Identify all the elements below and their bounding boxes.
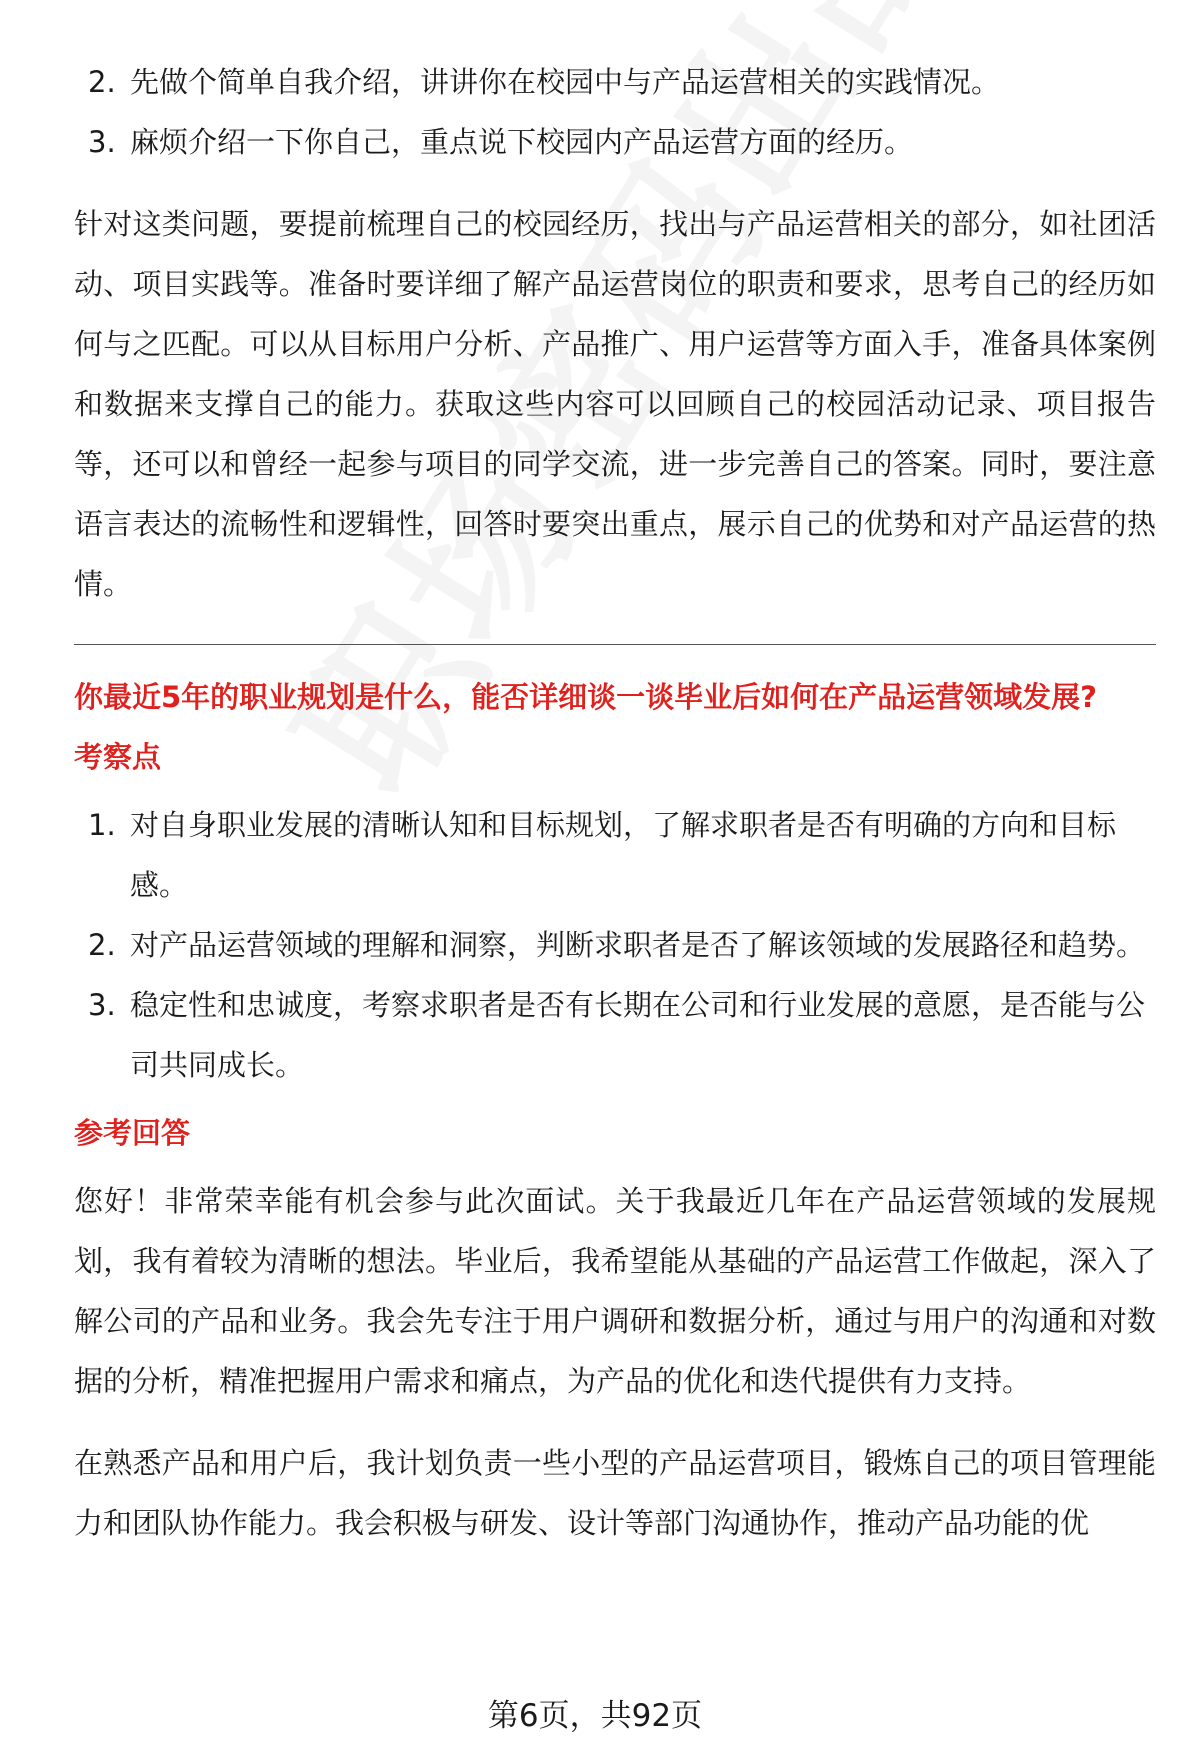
- list-text: 麻烦介绍一下你自己，重点说下校园内产品运营方面的经历。: [130, 125, 914, 159]
- list-text: 稳定性和忠诚度，考察求职者是否有长期在公司和行业发展的意愿，是否能与公司共同成长。: [130, 988, 1146, 1082]
- top-question-list: [74, 52, 1156, 172]
- focus-points-list: [74, 795, 1156, 1095]
- list-item: [74, 915, 1156, 975]
- list-item: [74, 112, 1156, 172]
- answer-heading: 参考回答: [74, 1116, 191, 1150]
- document-body: [74, 52, 1156, 1553]
- list-item: [74, 975, 1156, 1095]
- answer-paragraph: 在熟悉产品和用户后，我计划负责一些小型的产品运营项目，锻炼自己的项目管理能力和团队协作能力。我会积极与研发、设计等部门沟通协作，推动产品功能的优: [74, 1446, 1156, 1540]
- list-number: 2.: [88, 65, 116, 99]
- page-number: 第6页，共92页: [487, 1698, 703, 1734]
- list-text: 先做个简单自我介绍，讲讲你在校园中与产品运营相关的实践情况。: [130, 65, 1001, 99]
- list-number: 3.: [88, 125, 116, 159]
- answer-paragraph: 您好！非常荣幸能有机会参与此次面试。关于我最近几年在产品运营领域的发展规划，我有着较为清晰的想法。毕业后，我希望能从基础的产品运营工作做起，深入了解公司的产品和业务。我会先专注于用户调研和数据分析，通过与用户的沟通和对数据的分析，精准把握用户需求和痛点，为产品的优化和迭代提供有力支持。: [74, 1184, 1156, 1398]
- list-number: 2.: [88, 928, 116, 962]
- list-number: 1.: [88, 808, 116, 842]
- question-title: 你最近5年的职业规划是什么，能否详细谈一谈毕业后如何在产品运营领域发展?: [74, 680, 1098, 714]
- focus-heading: 考察点: [74, 740, 162, 774]
- list-item: [74, 795, 1156, 915]
- list-text: 对自身职业发展的清晰认知和目标规划，了解求职者是否有明确的方向和目标感。: [130, 808, 1117, 902]
- section-divider: [74, 644, 1156, 645]
- list-item: [74, 52, 1156, 112]
- list-number: 3.: [88, 988, 116, 1022]
- list-text: 对产品运营领域的理解和洞察，判断求职者是否了解该领域的发展路径和趋势。: [130, 928, 1146, 962]
- advice-paragraph: 针对这类问题，要提前梳理自己的校园经历，找出与产品运营相关的部分，如社团活动、项目实践等。准备时要详细了解产品运营岗位的职责和要求，思考自己的经历如何与之匹配。可以从目标用户分析、产品推广、用户运营等方面入手，准备具体案例和数据来支撑自己的能力。获取这些内容可以回顾自己的校园活动记录、项目报告等，还可以和曾经一起参与项目的同学交流，进一步完善自己的答案。同时，要注意语言表达的流畅性和逻辑性，回答时要突出重点，展示自己的优势和对产品运营的热情。: [74, 207, 1156, 601]
